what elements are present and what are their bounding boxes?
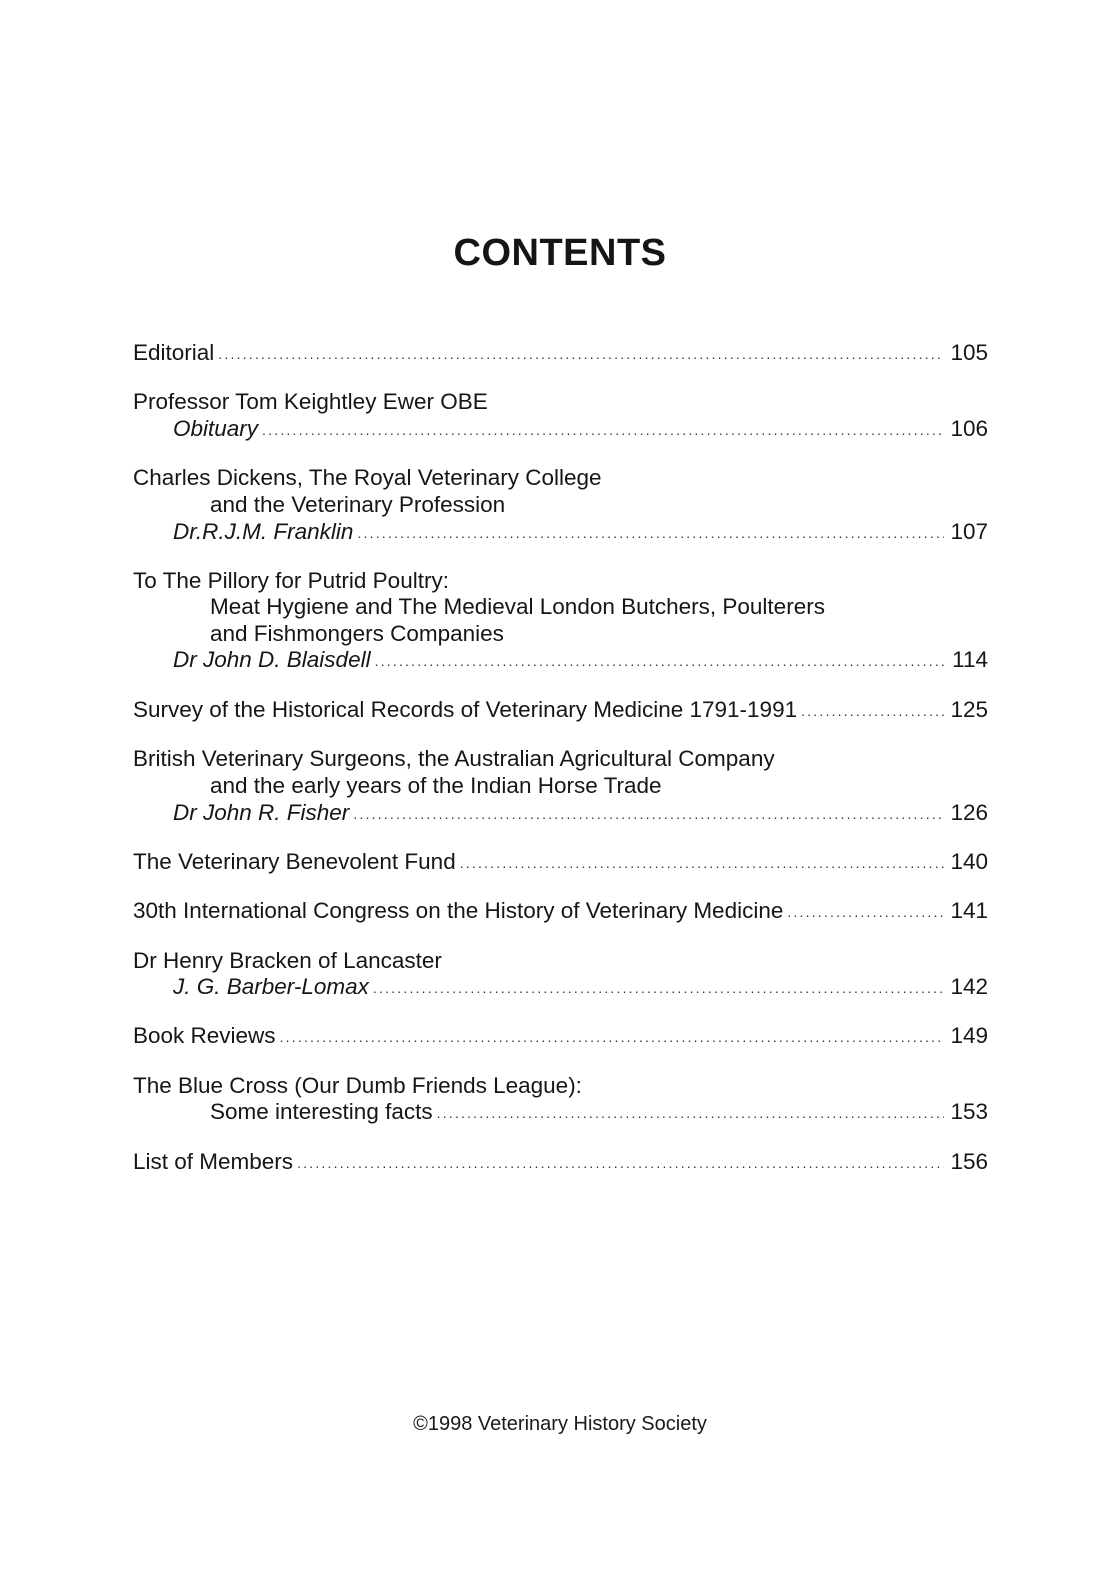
toc-entry-benevolent-fund[interactable] (133, 849, 988, 877)
toc-entry-title-continued: Meat Hygiene and The Medieval London Butchers, Poulterers (210, 594, 825, 619)
toc-entry-title: To The Pillory for Putrid Poultry: (133, 568, 449, 593)
toc-entry-title: List of Members (133, 1149, 294, 1174)
leader-dots (280, 1024, 945, 1050)
toc-entry-title-continued: and the early years of the Indian Horse Trade (210, 773, 662, 798)
toc-page-number: 106 (950, 416, 988, 441)
toc-entry-dickens[interactable] (133, 519, 988, 547)
leader-dots (262, 417, 944, 443)
leader-dots (353, 801, 944, 827)
toc-page-number: 114 (952, 647, 988, 672)
toc-entry-title: Survey of the Historical Records of Veterinary Medicine 1791-1991 (133, 697, 798, 722)
toc-entry-title: Dr Henry Bracken of Lancaster (133, 948, 442, 973)
leader-dots (787, 899, 944, 925)
toc-page-number: 149 (950, 1023, 988, 1048)
toc-entry-ewer[interactable] (133, 416, 988, 444)
toc-entry-title-continued: and the Veterinary Profession (210, 492, 506, 517)
toc-page-number: 153 (950, 1099, 988, 1124)
toc-entry-book-reviews[interactable] (133, 1023, 988, 1051)
toc-entry-title: Professor Tom Keightley Ewer OBE (133, 389, 488, 414)
copyright-notice: ©1998 Veterinary History Society (413, 1413, 707, 1435)
toc-entry-title: The Veterinary Benevolent Fund (133, 849, 456, 874)
toc-entry-title-continued: and Fishmongers Companies (210, 621, 504, 646)
toc-entry-title: The Blue Cross (Our Dumb Friends League): (133, 1073, 582, 1098)
toc-page-number: 156 (950, 1149, 988, 1174)
toc-entry-survey[interactable] (133, 697, 988, 725)
leader-dots (218, 341, 944, 367)
toc-entry-author: Obituary (173, 416, 259, 441)
toc-entry-pillory[interactable] (133, 647, 988, 675)
toc-entry-editorial[interactable] (133, 340, 988, 368)
toc-entry-author: Dr John D. Blaisdell (173, 647, 371, 672)
toc-entry-title: British Veterinary Surgeons, the Australian Agricultural Company (133, 746, 775, 771)
toc-entry-author: Dr John R. Fisher (173, 800, 350, 825)
toc-entry-list-of-members[interactable] (133, 1149, 988, 1177)
leader-dots (375, 648, 947, 674)
toc-page-number: 125 (950, 697, 988, 722)
toc-entry-title-continued: Some interesting facts (210, 1099, 433, 1124)
toc-page-number: 107 (950, 519, 988, 544)
toc-entry-author: J. G. Barber-Lomax (173, 974, 369, 999)
toc-entry-title: Charles Dickens, The Royal Veterinary College (133, 465, 602, 490)
toc-page-number: 105 (950, 340, 988, 365)
toc-entry-fisher[interactable] (133, 800, 988, 828)
toc-entry-title: Book Reviews (133, 1023, 276, 1048)
leader-dots (801, 698, 944, 724)
page-title: CONTENTS (453, 232, 667, 274)
toc-page-number: 126 (950, 800, 988, 825)
toc-entry-bracken[interactable] (133, 974, 988, 1002)
leader-dots (460, 850, 945, 876)
leader-dots (297, 1150, 944, 1176)
toc-entry-congress[interactable] (133, 898, 988, 926)
toc-page-number: 142 (950, 974, 988, 999)
toc-page-number: 140 (950, 849, 988, 874)
leader-dots (437, 1100, 945, 1126)
toc-entry-blue-cross[interactable] (133, 1099, 988, 1127)
leader-dots (357, 520, 944, 546)
toc-entry-author: Dr.R.J.M. Franklin (173, 519, 354, 544)
toc-entry-title: 30th International Congress on the History of Veterinary Medicine (133, 898, 784, 923)
toc-entry-title: Editorial (133, 340, 215, 365)
toc-page-number: 141 (950, 898, 988, 923)
leader-dots (373, 975, 945, 1001)
